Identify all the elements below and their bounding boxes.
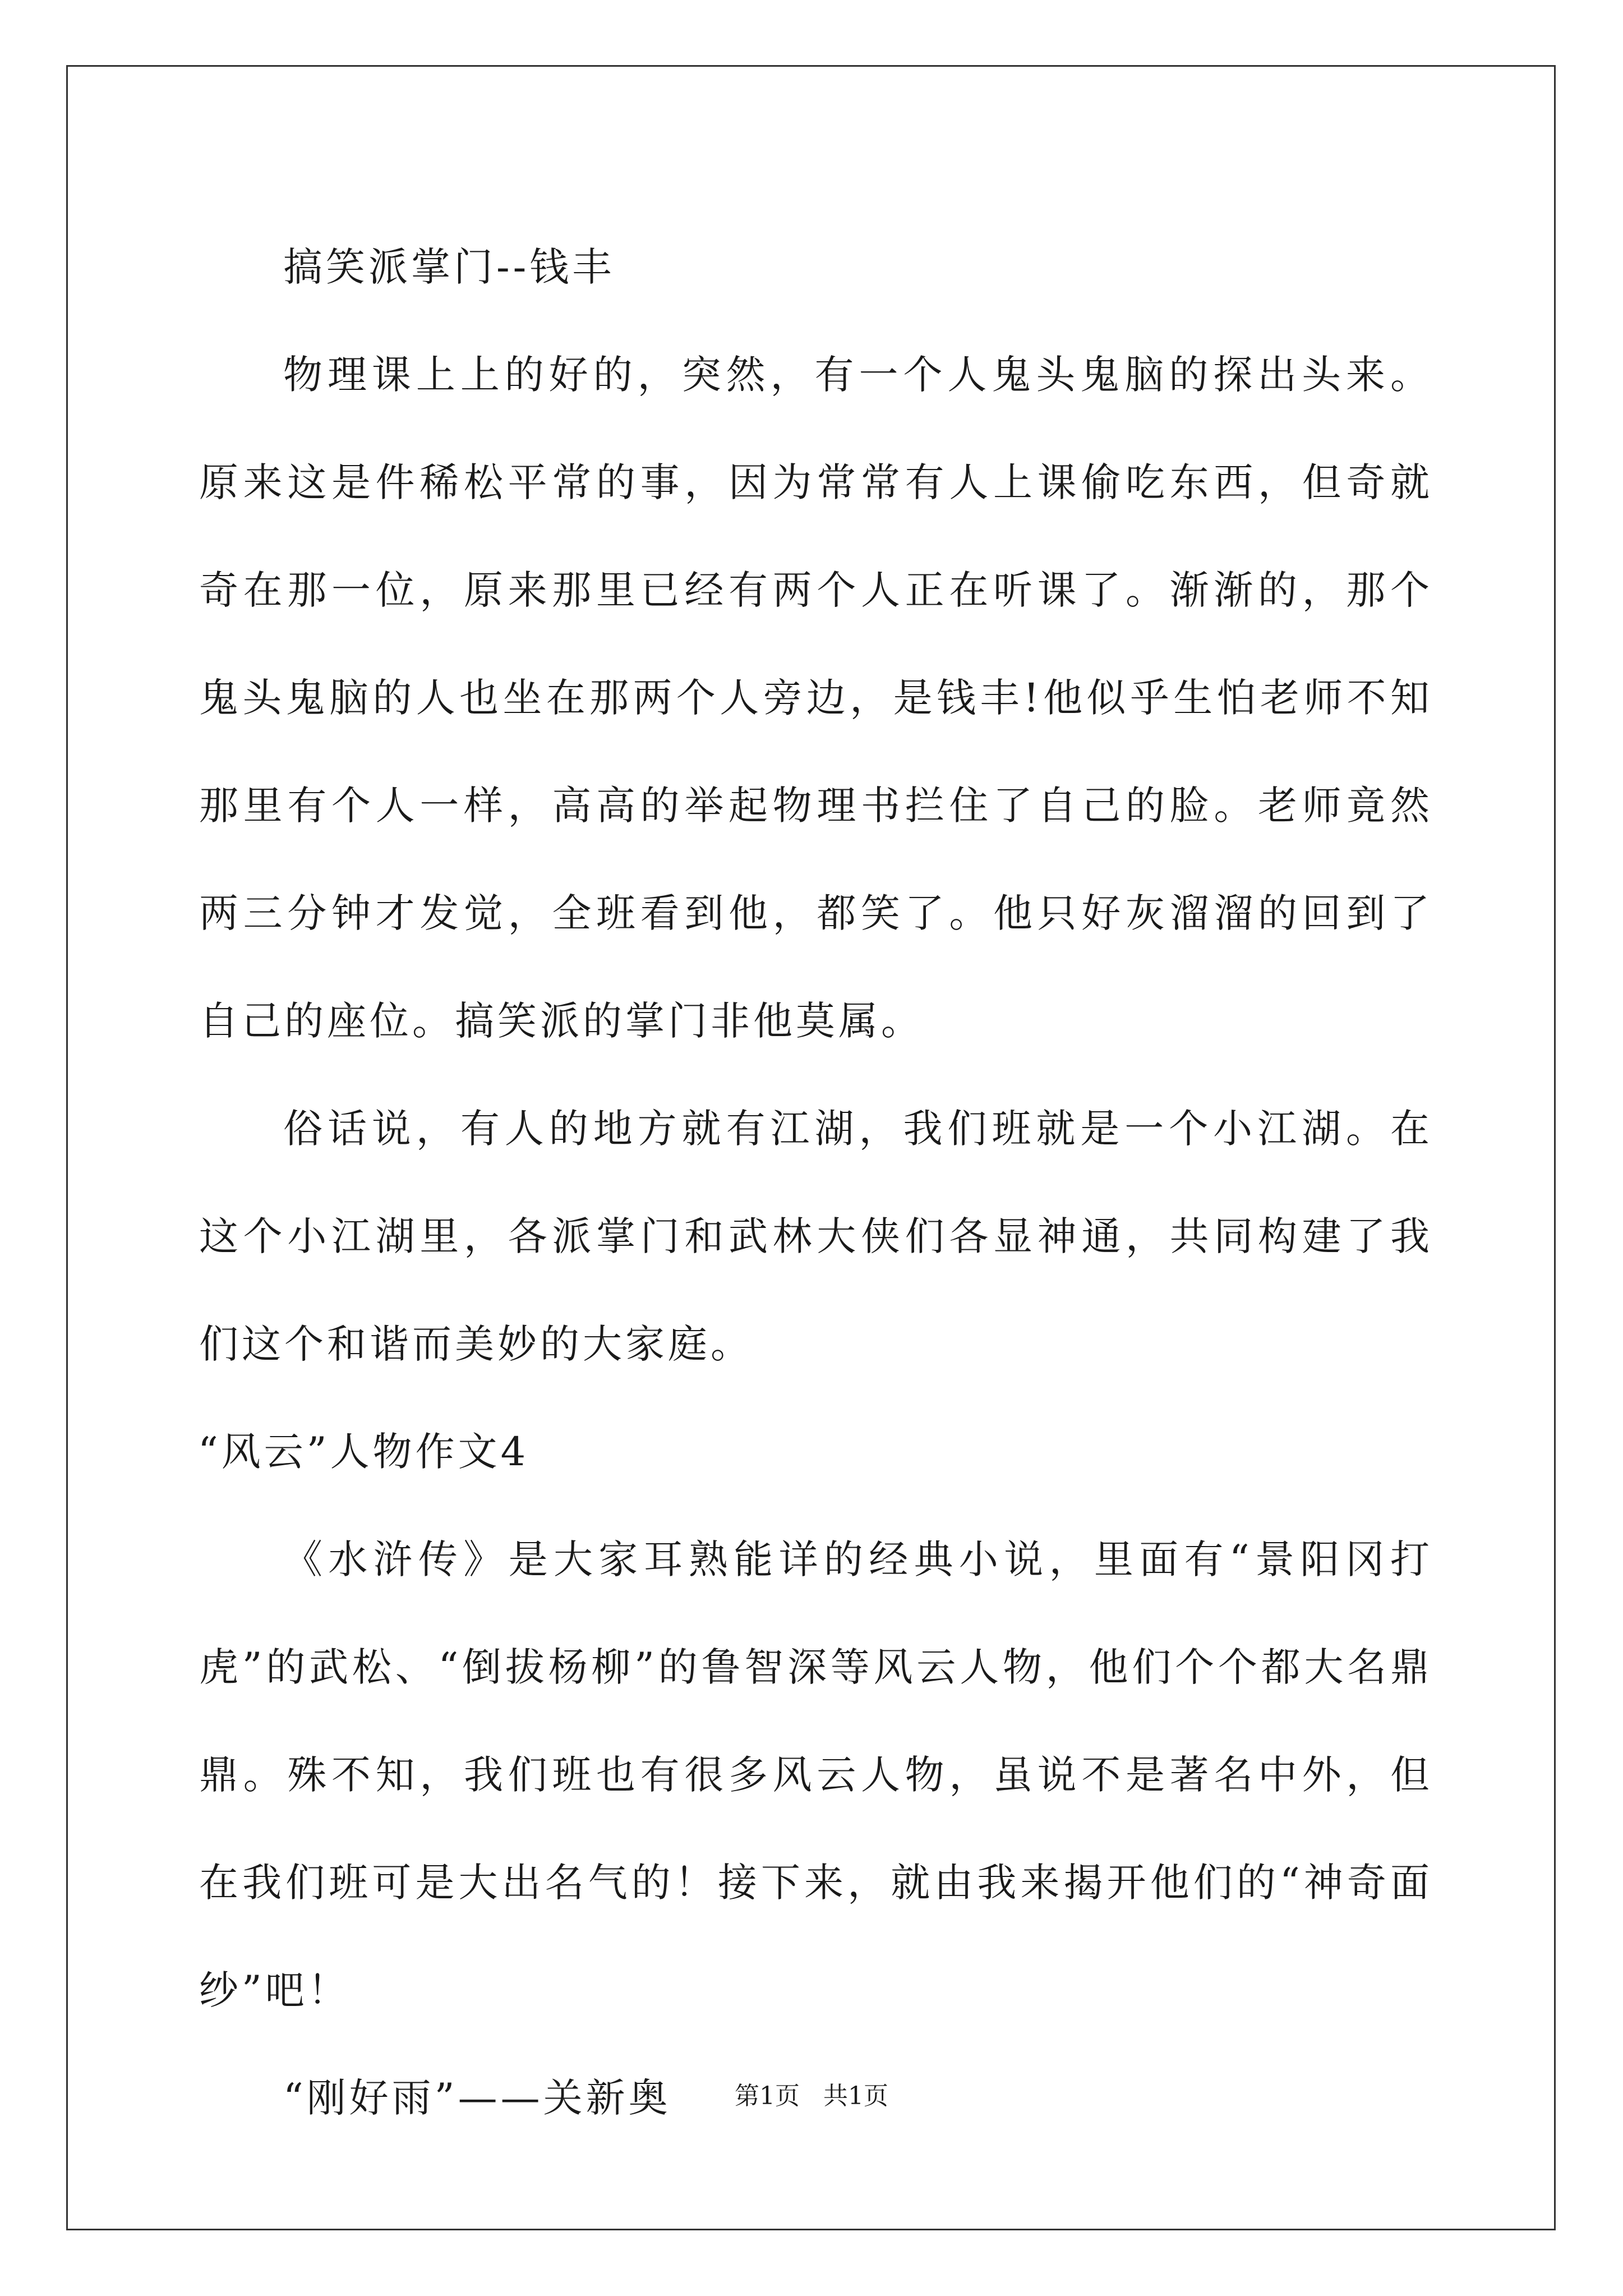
page-number: 第1页 — [735, 2082, 800, 2110]
document-body — [199, 213, 1433, 2152]
article-title: “风云”人物作文4 — [198, 1429, 529, 1475]
page-footer — [0, 2076, 1623, 2111]
body-paragraph: 物理课上上的好的，突然，有一个人鬼头鬼脑的探出头来。原来这是件稀松平常的事，因为常常有人上课偷吃东西，但奇就奇在那一位，原来那里已经有两个人正在听课了。渐渐的，那个鬼头鬼脑的人也坐在那两个人旁边，是钱丰!他似乎生怕老师不知那里有个人一样，高高的举起物理书拦住了自己的脸。老师竟然两三分钟才发觉，全班看到他，都笑了。他只好灰溜溜的回到了自己的座位。搞笑派的掌门非他莫属。 — [199, 352, 1433, 1044]
page-total: 共1页 — [823, 2082, 888, 2110]
section-subheading: 搞笑派掌门--钱丰 — [283, 244, 615, 290]
body-paragraph: 俗话说，有人的地方就有江湖，我们班就是一个小江湖。在这个小江湖里，各派掌门和武林大侠们各显神通，共同构建了我们这个和谐而美妙的大家庭。 — [199, 1106, 1433, 1367]
section-subheading: “刚好雨”——关新奥 — [283, 2075, 671, 2121]
body-paragraph: 《水浒传》是大家耳熟能详的经典小说，里面有“景阳冈打虎”的武松、“倒拔杨柳”的鲁智深等风云人物，他们个个都大名鼎鼎。殊不知，我们班也有很多风云人物，虽说不是著名中外，但在我们班可是大出名气的！接下来，就由我来揭开他们的“神奇面纱”吧！ — [199, 1536, 1433, 2013]
